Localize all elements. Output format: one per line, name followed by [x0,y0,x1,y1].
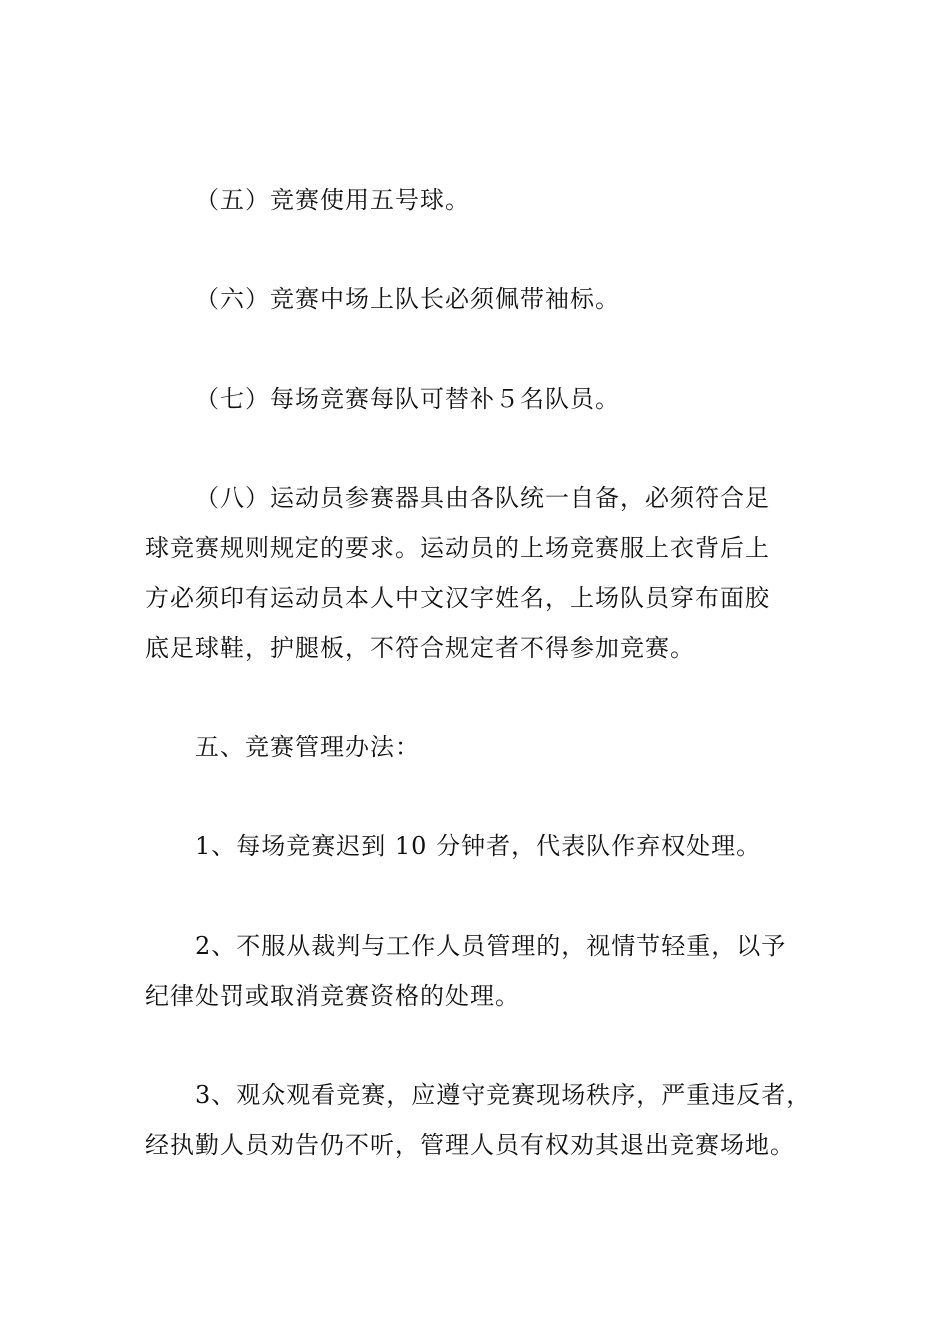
paragraph-item-5 [145,175,815,225]
text-line: （八）运动员参赛器具由各队统一自备，必须符合足 [195,484,770,512]
text-line: （六）竞赛中场上队长必须佩带袖标。 [195,285,620,313]
text-line: 3、观众观看竞赛，应遵守竞赛现场秩序，严重违反者， [195,1081,812,1109]
text-line: 球竞赛规则规定的要求。运动员的上场竞赛服上衣背后上 [145,534,770,562]
text-line: 1、每场竞赛迟到 10 分钟者，代表队作弃权处理。 [195,832,762,860]
text-line: （五）竞赛使用五号球。 [195,186,470,214]
rule-item-3 [145,1070,815,1170]
rule-item-2 [145,921,815,1021]
text-line: （七）每场竞赛每队可替补５名队员。 [195,385,620,413]
text-line: 经执勤人员劝告仍不听，管理人员有权劝其退出竞赛场地。 [145,1131,795,1159]
rule-item-1 [145,821,815,871]
text-line: 纪律处罚或取消竞赛资格的处理。 [145,982,520,1010]
paragraph-item-7 [145,374,815,424]
text-line: 五、竞赛管理办法： [195,733,420,761]
text-line: 方必须印有运动员本人中文汉字姓名，上场队员穿布面胶 [145,584,770,612]
text-line: 2、不服从裁判与工作人员管理的，视情节轻重，以予 [195,932,787,960]
paragraph-item-6 [145,274,815,324]
section-heading [145,722,815,772]
paragraph-item-8 [145,473,815,673]
text-line: 底足球鞋，护腿板，不符合规定者不得参加竞赛。 [145,634,695,662]
